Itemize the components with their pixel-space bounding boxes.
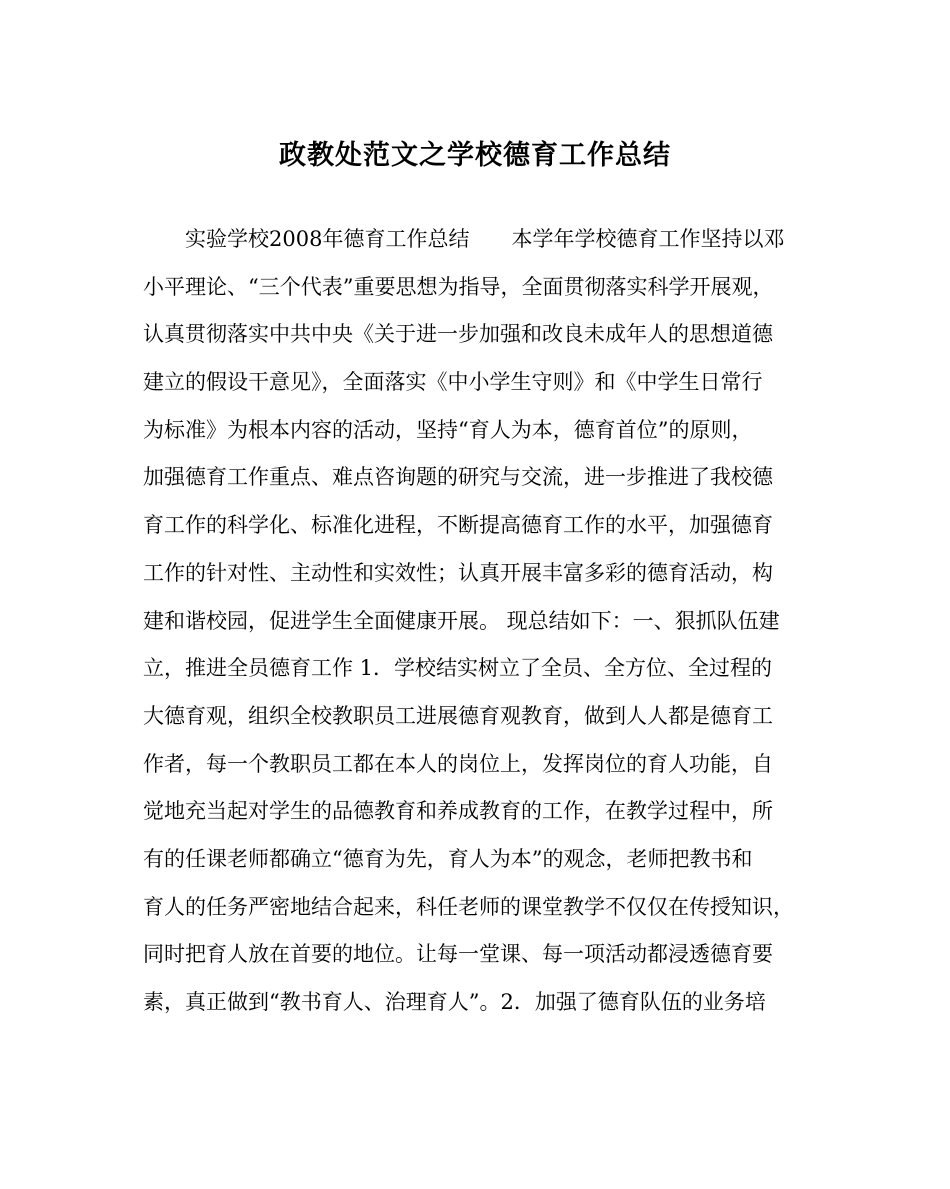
body-line: 作者，每一个教职员工都在本人的岗位上，发挥岗位的育人功能，自 xyxy=(143,751,773,776)
body-line: 素，真正做到“教书育人、治理育人”。2．加强了德育队伍的业务培 xyxy=(143,990,766,1014)
body-line: 认真贯彻落实中共中央《关于进一步加强和改良未成年人的思想道德 xyxy=(143,322,773,347)
body-line: 育人的任务严密地结合起来，科任老师的课堂教学不仅仅在传授知识， xyxy=(143,894,794,919)
body-line: 建和谐校园，促进学生全面健康开展。 现总结如下：一、狠抓队伍建 xyxy=(143,608,780,633)
body-line: 觉地充当起对学生的品德教育和养成教育的工作，在教学过程中，所 xyxy=(143,799,773,824)
body-line: 有的任课老师都确立“德育为先，育人为本”的观念，老师把教书和 xyxy=(143,846,753,871)
body-line: 工作的针对性、主动性和实效性；认真开展丰富多彩的德育活动，构 xyxy=(143,560,773,585)
body-line: 建立的假设干意见》，全面落实《中小学生守则》和《中学生日常行 xyxy=(143,370,763,395)
document-body xyxy=(143,222,823,1033)
body-line: 大德育观，组织全校教职员工进展德育观教育，做到人人都是德育工 xyxy=(143,703,773,728)
body-line: 为标准》为根本内容的活动，坚持“育人为本，德育首位”的原则， xyxy=(143,417,753,442)
body-line: 加强德育工作重点、难点咨询题的研究与交流，进一步推进了我校德 xyxy=(143,465,773,490)
body-line: 立，推进全员德育工作 1．学校结实树立了全员、全方位、全过程的 xyxy=(143,656,773,681)
body-line: 同时把育人放在首要的地位。让每一堂课、每一项活动都浸透德育要 xyxy=(143,942,773,967)
body-line: 育工作的科学化、标准化进程，不断提高德育工作的水平，加强德育 xyxy=(143,513,773,538)
document-title: 政教处范文之学校德育工作总结 xyxy=(279,140,671,171)
body-line: 小平理论、“三个代表”重要思想为指导，全面贯彻落实科学开展观， xyxy=(143,274,774,299)
body-line: 实验学校2008年德育工作总结 本学年学校德育工作坚持以邓 xyxy=(143,227,785,251)
